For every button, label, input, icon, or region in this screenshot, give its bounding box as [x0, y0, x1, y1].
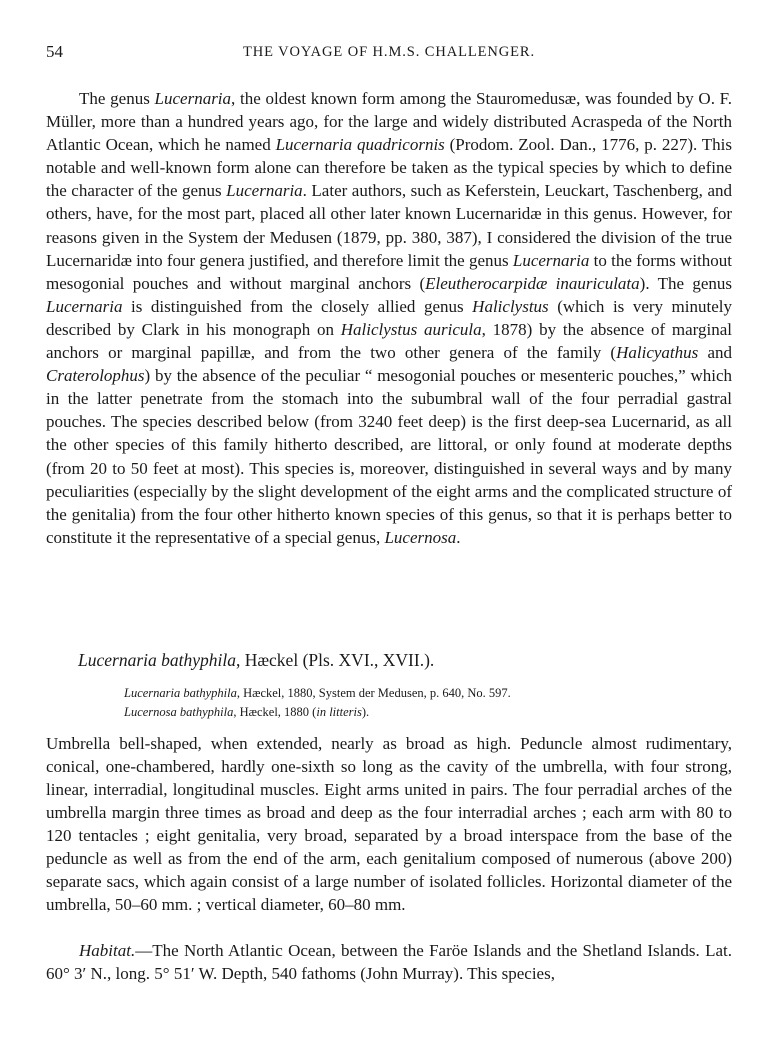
reference-line: Lucernaria bathyphila, Hæckel, 1880, System der Medusen, p. 640, No. 597. — [124, 686, 511, 700]
species-heading: Lucernaria bathyphila, Hæckel (Pls. XVI., XVII.). — [78, 650, 435, 670]
intro-paragraph: The genus Lucernaria, the oldest known form among the Stauromedusæ, was founded by O. F. Müller, more than a hundred years ago, for the large and widely distributed Acraspeda of the North Atlantic Ocean, which he named Lucernaria quadricornis (Prodom. Zool. Dan., 1776, p. 227). This notable and well-known form alone can therefore be taken as the typical species by which to define the character of the genus Lucernaria. Later authors, such as Keferstein, Leuckart, Taschenberg, and others, have, for the most part, placed all other later known Lucernaridæ in this genus. However, for reasons given in the System der Medusen (1879, pp. 380, 387), I considered the division of the true Lucernaridæ into four genera justified, and therefore limit the genus Lucernaria to the forms without mesogonial pouches and without marginal anchors (Eleutherocarpidæ inauriculata). The genus Lucernaria is distinguished from the closely allied genus Haliclystus (which is very minutely described by Clark in his monograph on Haliclystus auricula, 1878) by the absence of marginal anchors or marginal papillæ, and from the two other genera of the family (Halicyathus and Craterolophus) by the absence of the peculiar “ mesogonial pouches or mesenteric pouches,” which in the latter penetrate from the stomach into the subumbral wall of the four perradial gastral pouches. The species described below (from 3240 feet deep) is the first deep-sea Lucernarid, as all the other species of this family hitherto described, are littoral, or only found at moderate depths (from 20 to 50 feet at most). This species is, moreover, distinguished in several ways and by many peculiarities (especially by the slight development of the eight arms and the complicated structure of the genitalia) from the four other hitherto known species of this genus, so that it is perhaps better to constitute it the representative of a special genus, Lucernosa. — [46, 89, 733, 547]
habitat-paragraph: Habitat.—The North Atlantic Ocean, between the Faröe Islands and the Shetland Islands. Lat. 60° 3′ N., long. 5° 51′ W. Depth, 540 fathoms (John Murray). This species, — [46, 941, 732, 983]
page-header — [46, 42, 732, 66]
description-paragraph: Umbrella bell-shaped, when extended, nearly as broad as high. Peduncle almost rudimentary, conical, one-chambered, hardly one-sixth so long as the cavity of the umbrella, with four strong, linear, interradial, longitudinal muscles. Eight arms united in pairs. The four perradial arches of the umbrella margin three times as broad and deep as the four interradial arches ; each arm with 80 to 120 tentacles ; eight genitalia, very broad, separated by a broad interspace from the base of the peduncle as well as from the end of the arm, each genitalium composed of numerous (above 200) separate sacs, which again consist of a large number of isolated follicles. Horizontal diameter of the umbrella, 50–60 mm. ; vertical diameter, 60–80 mm. — [46, 734, 732, 914]
species-name: Lucernaria bathyphila — [78, 650, 236, 670]
page-number: 54 — [46, 42, 63, 61]
habitat-label: Habitat. — [79, 941, 136, 960]
running-title: THE VOYAGE OF H.M.S. CHALLENGER. — [243, 44, 535, 60]
reference-line: Lucernosa bathyphila, Hæckel, 1880 (in litteris). — [124, 705, 370, 719]
synonymy-references — [124, 684, 511, 722]
